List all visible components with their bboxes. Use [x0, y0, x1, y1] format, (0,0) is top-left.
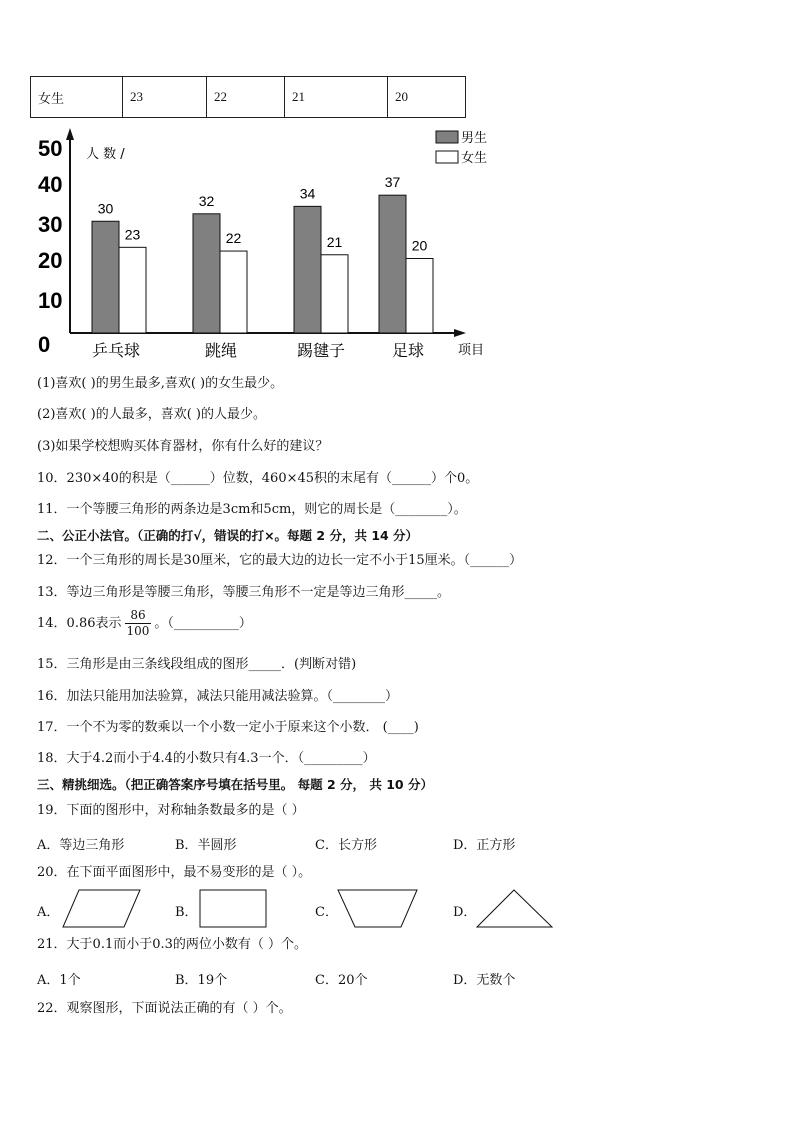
q20-option-b: B． [175, 905, 198, 920]
data-label: 30 [97, 200, 114, 217]
q21-option-a: A．1个 [37, 973, 81, 988]
q19-option-c: C．长方形 [315, 838, 377, 853]
y-tick-label: 30 [38, 212, 63, 237]
q19-option-d: D．正方形 [453, 838, 516, 853]
data-label: 34 [299, 185, 316, 202]
bar-chart [0, 120, 794, 365]
legend-swatch [436, 151, 458, 163]
category-label: 跳绳 [205, 341, 238, 360]
category-label: 乒乓球 [92, 341, 141, 360]
question-16: 16．加法只能用加法验算，减法只能用减法验算。（________） [37, 689, 399, 704]
question-11: 11．一个等腰三角形的两条边是3cm和5cm，则它的周长是（________）。 [37, 502, 467, 517]
category-label: 踢毽子 [297, 341, 346, 360]
data-label: 37 [384, 174, 401, 191]
table-cell: 22 [207, 77, 285, 118]
bar-girls [220, 251, 247, 333]
q19-option-b: B．半圆形 [175, 838, 237, 853]
bar-girls [321, 255, 348, 333]
bar-boys [379, 195, 406, 333]
question-14-text: 14．0.86表示 [37, 616, 122, 631]
table-row [31, 77, 466, 118]
bar-boys [92, 221, 119, 333]
y-tick-label: 10 [38, 288, 63, 313]
fraction [125, 608, 152, 639]
data-table [30, 76, 466, 118]
bar-boys [193, 214, 220, 333]
legend-label: 女生 [461, 151, 488, 166]
fraction-numerator: 86 [125, 608, 152, 624]
fraction-denominator: 100 [126, 624, 150, 638]
question-15: 15．三角形是由三条线段组成的图形_____．(判断对错) [37, 657, 357, 672]
data-label: 23 [124, 226, 141, 243]
data-label: 20 [411, 237, 428, 254]
y-axis-arrow-icon [66, 128, 74, 140]
section-2-heading: 二、公正小法官。（正确的打√，错误的打×。每题 2 分，共 14 分） [37, 528, 419, 543]
y-tick-label: 20 [38, 248, 63, 273]
data-label: 21 [326, 233, 343, 250]
table-cell: 23 [123, 77, 207, 118]
question-14-blank: 。（__________） [154, 616, 252, 631]
question-3: (3)如果学校想购买体育器材，你有什么好的建议？ [37, 439, 329, 454]
x-axis-label: 项目 [458, 343, 485, 358]
question-18: 18．大于4.2而小于4.4的小数只有4.3一个．（_________） [37, 751, 376, 766]
data-label: 22 [225, 230, 242, 247]
question-17: 17．一个不为零的数乘以一个小数一定小于原来这个小数． (____) [37, 720, 419, 735]
table-cell: 21 [285, 77, 388, 118]
trapezoid-shape [337, 888, 419, 930]
y-ticks [38, 136, 62, 357]
parallelogram-shape [62, 888, 142, 930]
y-tick-label: 40 [38, 172, 63, 197]
table-cell: 20 [388, 77, 466, 118]
question-22: 22．观察图形，下面说法正确的有（ ）个。 [37, 1001, 292, 1016]
q21-option-d: D．无数个 [453, 973, 516, 988]
question-21: 21．大于0.1而小于0.3的两位小数有（ ）个。 [37, 937, 308, 952]
q20-option-c: C． [315, 905, 338, 920]
question-19: 19．下面的图形中，对称轴条数最多的是（ ） [37, 803, 305, 818]
question-10: 10．230×40的积是（______）位数，460×45积的末尾有（______）个0。 [37, 471, 479, 486]
category-label: 足球 [392, 341, 425, 360]
question-20: 20．在下面平面图形中，最不易变形的是（ ）。 [37, 865, 312, 880]
q21-option-b: B．19个 [175, 973, 228, 988]
question-14 [37, 608, 252, 639]
question-1: (1)喜欢( )的男生最多,喜欢( )的女生最少。 [37, 376, 284, 391]
table-cell: 女生 [31, 77, 123, 118]
question-13: 13．等边三角形是等腰三角形，等腰三角形不一定是等边三角形_____。 [37, 585, 451, 600]
q20-option-a: A． [37, 905, 60, 920]
chart-legend [436, 130, 487, 166]
q20-option-d: D． [453, 905, 477, 920]
triangle-shape [476, 888, 554, 930]
q21-option-c: C．20个 [315, 973, 368, 988]
q19-option-a: A．等边三角形 [37, 838, 125, 853]
y-axis-label: 人 数 / [86, 147, 125, 162]
question-12: 12．一个三角形的周长是30厘米，它的最大边的边长一定不小于15厘米。（______） [37, 553, 523, 568]
legend-swatch [436, 131, 458, 143]
data-label: 32 [198, 192, 215, 209]
bar-boys [294, 206, 321, 333]
bar-girls [406, 259, 433, 334]
question-2: (2)喜欢( )的人最多，喜欢( )的人最少。 [37, 407, 266, 422]
y-tick-label: 0 [38, 332, 51, 357]
bar-girls [119, 247, 146, 333]
legend-label: 男生 [461, 131, 488, 146]
rectangle-shape [199, 888, 269, 930]
x-axis-arrow-icon [454, 329, 466, 337]
section-3-heading: 三、精挑细选。（把正确答案序号填在括号里。 每题 2 分， 共 10 分） [37, 777, 433, 792]
y-tick-label: 50 [38, 136, 63, 161]
